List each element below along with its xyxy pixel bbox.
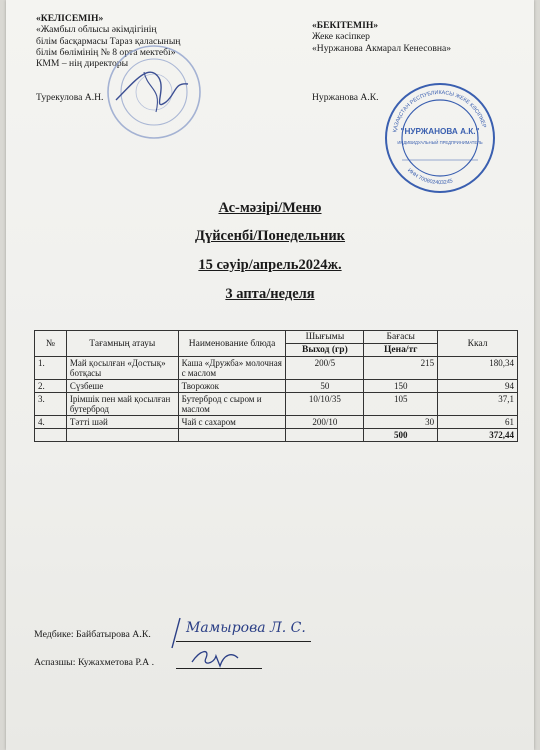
cell-price: 215	[364, 357, 438, 380]
cell-empty	[178, 429, 286, 442]
table-header-row	[35, 331, 518, 344]
cook-label: Аспазшы: Кужахметова Р.А .	[34, 657, 155, 668]
nurse-signature: Мамырова Л. С.	[186, 620, 306, 636]
header-name-kz: Тағамның атауы	[66, 331, 178, 357]
cell-price: 150	[364, 380, 438, 393]
cell-empty	[35, 429, 67, 442]
approval-right-line: Жеке кәсіпкер	[312, 31, 370, 43]
table-row	[35, 380, 518, 393]
header-num: №	[35, 331, 67, 357]
cell-name-ru: Бутерброд с сыром и маслом	[178, 393, 286, 416]
approval-left-heading: «КЕЛІСЕМІН»	[36, 13, 104, 24]
cell-kcal: 180,34	[438, 357, 518, 380]
approval-left-signer: Турекулова А.Н.	[36, 92, 104, 103]
cell-name-ru: Каша «Дружба» молочная с маслом	[178, 357, 286, 380]
cell-price: 30	[364, 416, 438, 429]
header-output-kz: Шығымы	[286, 331, 364, 344]
cell-price: 105	[364, 393, 438, 416]
header-name-ru: Наименование блюда	[178, 331, 286, 357]
approval-block-right	[312, 20, 512, 54]
cell-num: 3.	[35, 393, 67, 416]
cell-num: 1.	[35, 357, 67, 380]
approval-right-heading: «БЕКІТЕМІН»	[312, 20, 379, 31]
header-output-ru: Выход (гр)	[286, 344, 364, 357]
cell-kcal: 94	[438, 380, 518, 393]
cell-name-kz: Тәтті шәй	[66, 416, 178, 429]
cell-output: 50	[286, 380, 364, 393]
cell-name-ru: Творожок	[178, 380, 286, 393]
table-row	[35, 416, 518, 429]
approval-left-line: КММ – нің директоры	[36, 58, 129, 70]
menu-table	[34, 330, 518, 442]
menu-day: Дүйсенбі/Понедельник	[194, 228, 346, 244]
header-price-kz: Бағасы	[364, 331, 438, 344]
document-page	[6, 0, 534, 750]
approval-left-line: білім бөлімінің № 8 орта мектебі»	[36, 46, 176, 58]
school-stamp	[104, 42, 204, 142]
cell-name-kz: Ірімшік пен май қосылған бутерброд	[66, 393, 178, 416]
menu-title: Ас-мәзірі/Меню	[218, 200, 322, 216]
header-kcal: Ккал	[438, 331, 518, 357]
stamp-center-text: "НУРЖАНОВА А.К."	[400, 127, 480, 136]
menu-date: 15 сәуір/апрель2024ж.	[198, 257, 342, 273]
approval-left-line: білім басқармасы Тараз қаласының	[36, 35, 181, 47]
cell-output: 200/10	[286, 416, 364, 429]
cell-output: 10/10/35	[286, 393, 364, 416]
cell-empty	[286, 429, 364, 442]
cell-num: 4.	[35, 416, 67, 429]
menu-week: 3 апта/неделя	[225, 286, 315, 302]
approval-left-line: «Жамбыл облысы әкімдігінің	[36, 24, 157, 36]
cell-empty	[66, 429, 178, 442]
header-price-ru: Цена/тг	[364, 344, 438, 357]
nurse-signature-line	[176, 641, 311, 642]
total-price: 500	[364, 429, 438, 442]
stamp-top-text: ҚАЗАҚСТАН РЕСПУБЛИКАСЫ ЖЕКЕ КӘСІПКЕР	[392, 89, 487, 133]
cell-kcal: 37,1	[438, 393, 518, 416]
approval-right-line: «Нуржанова Акмарал Кенесовна»	[312, 42, 452, 54]
cell-kcal: 61	[438, 416, 518, 429]
total-kcal: 372,44	[438, 429, 518, 442]
cell-name-kz: Май қосылған «Достық» ботқасы	[66, 357, 178, 380]
stamp-sub-text: ИНДИВИДУАЛЬНЫЙ ПРЕДПРИНИМАТЕЛЬ	[397, 140, 483, 145]
table-row	[35, 357, 518, 380]
table-total-row	[35, 429, 518, 442]
stamp-bottom-text: ИНН 700802403245	[406, 167, 454, 187]
cell-name-ru: Чай с сахаром	[178, 416, 286, 429]
cell-num: 2.	[35, 380, 67, 393]
nurse-label: Медбике: Байбатырова А.К.	[34, 629, 151, 640]
table-row	[35, 393, 518, 416]
cell-output: 200/5	[286, 357, 364, 380]
nurse-signature-slash	[168, 616, 184, 650]
approval-right-signer: Нуржанова А.К.	[312, 92, 379, 103]
entrepreneur-stamp	[382, 80, 498, 196]
cook-signature	[186, 644, 246, 672]
cell-name-kz: Сүзбеше	[66, 380, 178, 393]
